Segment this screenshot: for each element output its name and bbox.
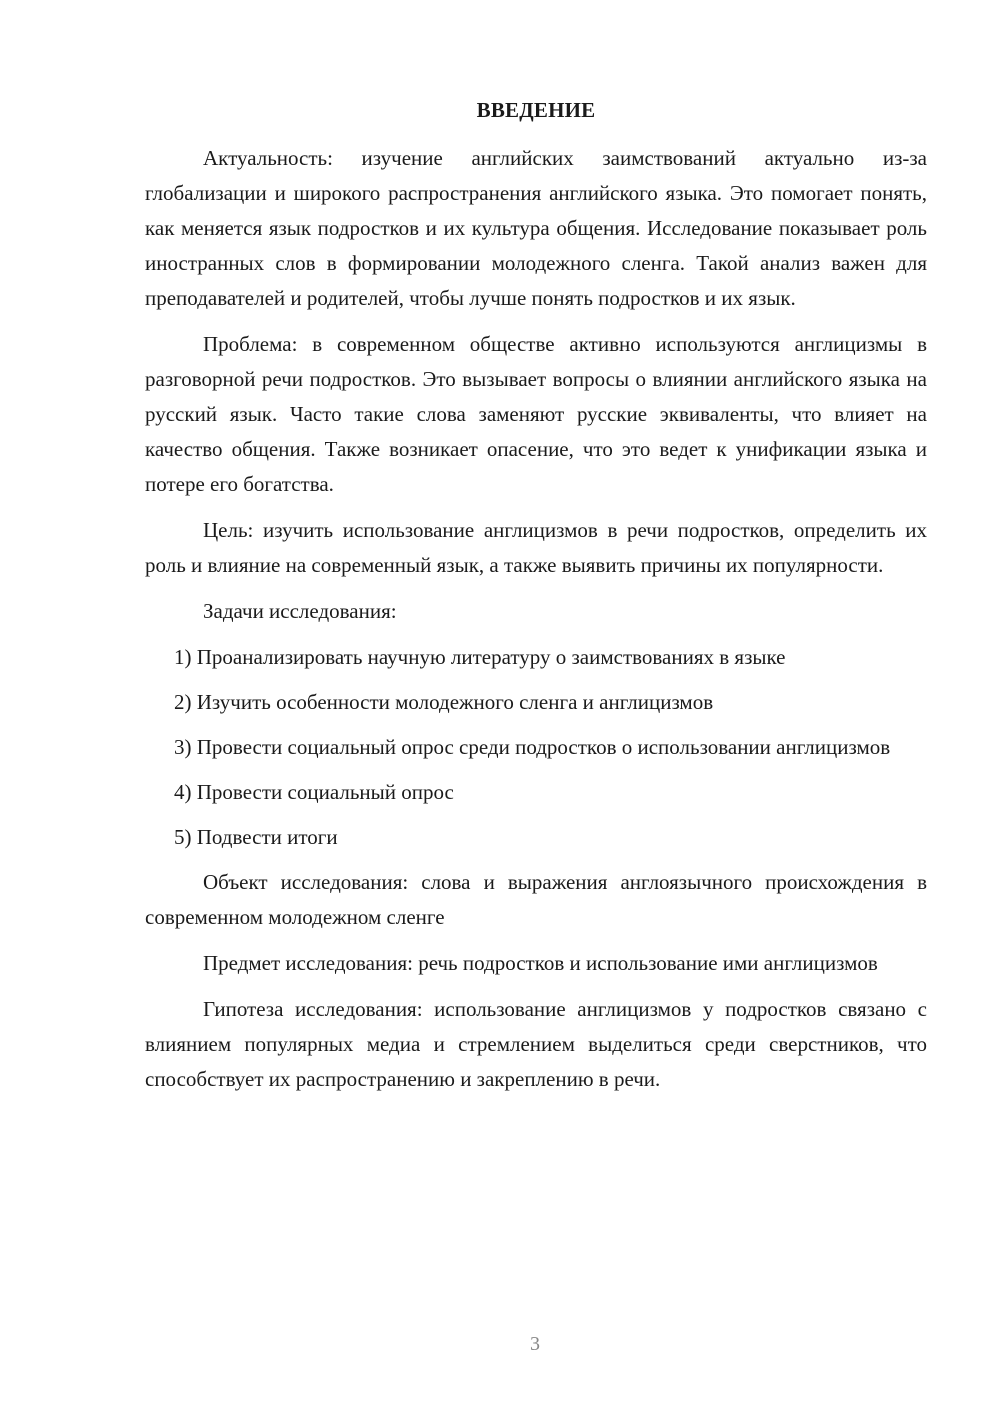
section-title: ВВЕДЕНИЕ [476, 98, 596, 122]
tasks-heading: Задачи исследования: [203, 599, 397, 623]
relevance-paragraph: Актуальность: изучение английских заимствований актуально из-за глобализации и широкого распространения английского языка. Это помогает понять, как меняется язык подростков и их культура общения. Исследование показывает роль иностранных слов в формировании молодежного сленга. Такой анализ важен для преподавателей и родителей, чтобы лучше понять подростков и их язык. [145, 146, 927, 310]
problem-paragraph: Проблема: в современном обществе активно используются англицизмы в разговорной речи подростков. Это вызывает вопросы о влиянии английского языка на русский язык. Часто такие слова заменяют русские эквиваленты, что влияет на качество общения. Также возникает опасение, что это ведет к унификации языка и потере его богатства. [145, 332, 927, 496]
page-number: 3 [530, 1333, 540, 1355]
subject-paragraph: Предмет исследования: речь подростков и использование ими англицизмов [203, 951, 878, 975]
goal-paragraph: Цель: изучить использование англицизмов в речи подростков, определить их роль и влияние на современный язык, а также выявить причины их популярности. [145, 518, 927, 577]
task-item-2: 2) Изучить особенности молодежного сленга и англицизмов [174, 690, 714, 714]
document-body [145, 96, 927, 1108]
task-item-4: 4) Провести социальный опрос [174, 780, 454, 804]
hypothesis-paragraph: Гипотеза исследования: использование англицизмов у подростков связано с влиянием популярных медиа и стремлением выделиться среди сверстников, что способствует их распространению и закреплению в речи. [145, 997, 927, 1091]
task-item-5: 5) Подвести итоги [174, 825, 338, 849]
task-item-1: 1) Проанализировать научную литературу о заимствованиях в языке [174, 645, 786, 669]
task-item-3: 3) Провести социальный опрос среди подростков о использовании англицизмов [174, 735, 891, 759]
object-paragraph: Объект исследования: слова и выражения англоязычного происхождения в современном молодежном сленге [145, 870, 927, 929]
